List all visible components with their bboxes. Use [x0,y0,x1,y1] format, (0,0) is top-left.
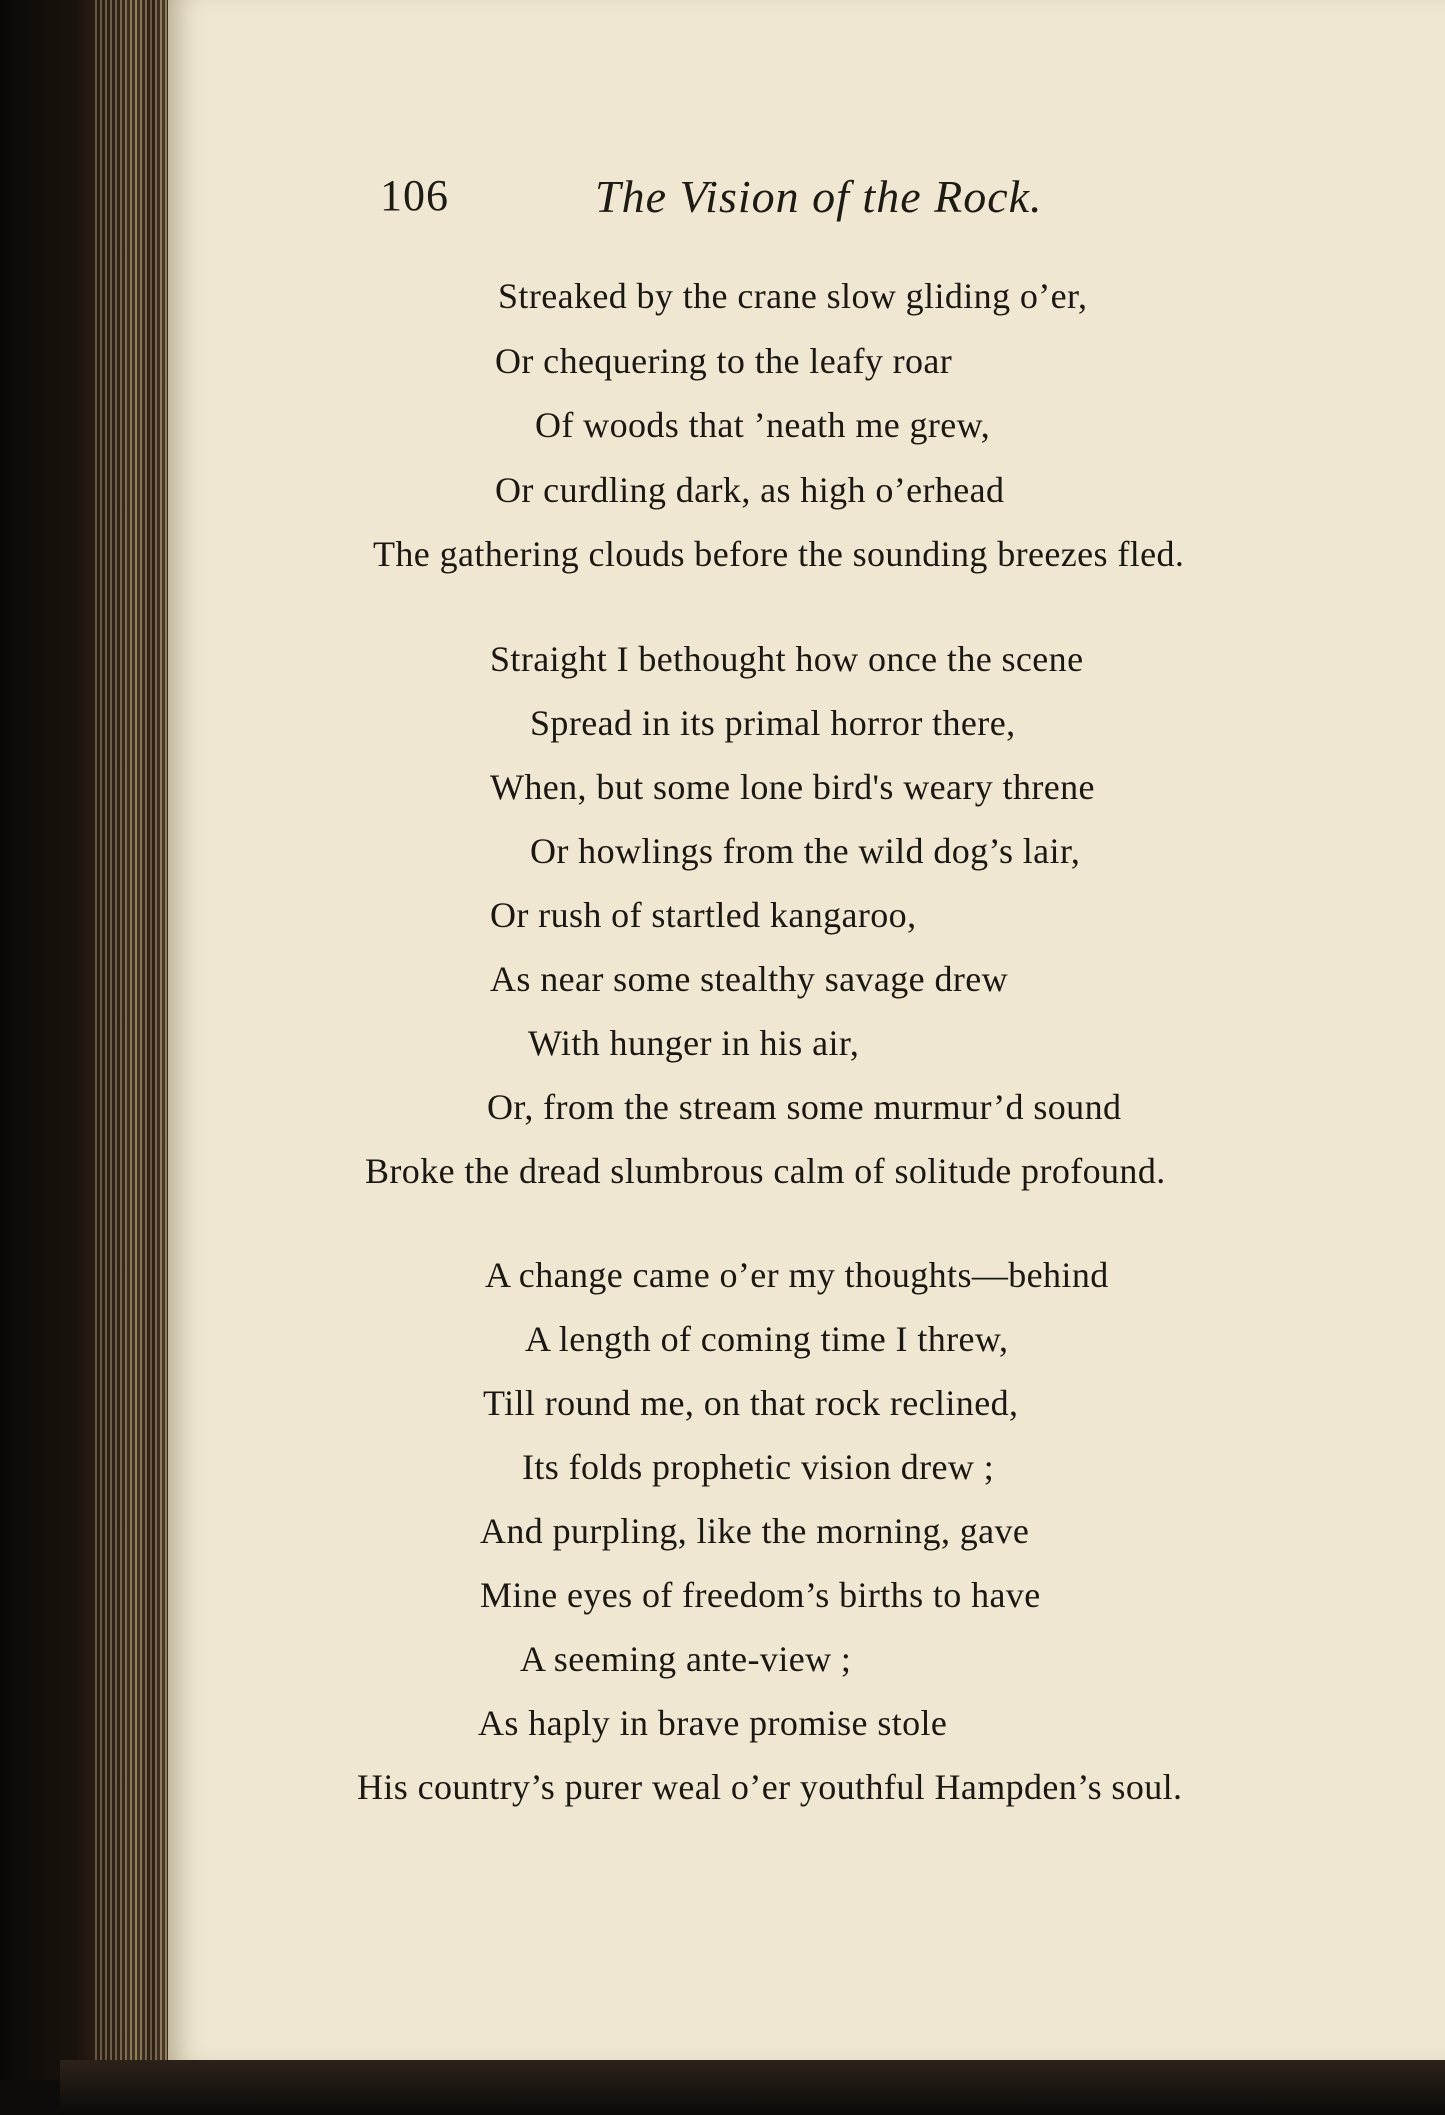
poem-line: Or rush of startled kangaroo, [490,895,917,935]
poem-line: A seeming ante-view ; [520,1639,852,1679]
poem-line: And purpling, like the morning, gave [480,1511,1030,1551]
poem-line: Till round me, on that rock reclined, [483,1383,1019,1423]
running-title: The Vision of the Rock. [595,171,1043,222]
poem-line: Or, from the stream some murmur’d sound [487,1087,1122,1127]
poem-line: As near some stealthy savage drew [490,959,1009,999]
poem-line: The gathering clouds before the sounding breezes fled. [373,534,1185,574]
poem-line: Streaked by the crane slow gliding o’er, [498,276,1088,316]
poem-line: As haply in brave promise stole [478,1703,948,1743]
poem-line: With hunger in his air, [528,1023,860,1063]
poem-line: His country’s purer weal o’er youthful Hampden’s soul. [357,1767,1183,1807]
poem-line: Broke the dread slumbrous calm of solitude profound. [365,1151,1166,1191]
poem-line: Spread in its primal horror there, [530,703,1016,743]
poem-line: Of woods that ’neath me grew, [535,405,991,445]
poem-line: Or howlings from the wild dog’s lair, [530,831,1081,871]
poem-line: A length of coming time I threw, [525,1319,1009,1359]
poem-line: When, but some lone bird's weary threne [490,767,1095,807]
page-number: 106 [380,171,449,220]
poem-line: Or curdling dark, as high o’erhead [495,470,1005,510]
poem-line: Mine eyes of freedom’s births to have [480,1575,1041,1615]
poem-line: Straight I bethought how once the scene [490,639,1084,679]
poem-line: Its folds prophetic vision drew ; [522,1447,995,1487]
poem-line: Or chequering to the leafy roar [495,341,953,381]
poem-line: A change came o’er my thoughts—behind [485,1255,1109,1295]
